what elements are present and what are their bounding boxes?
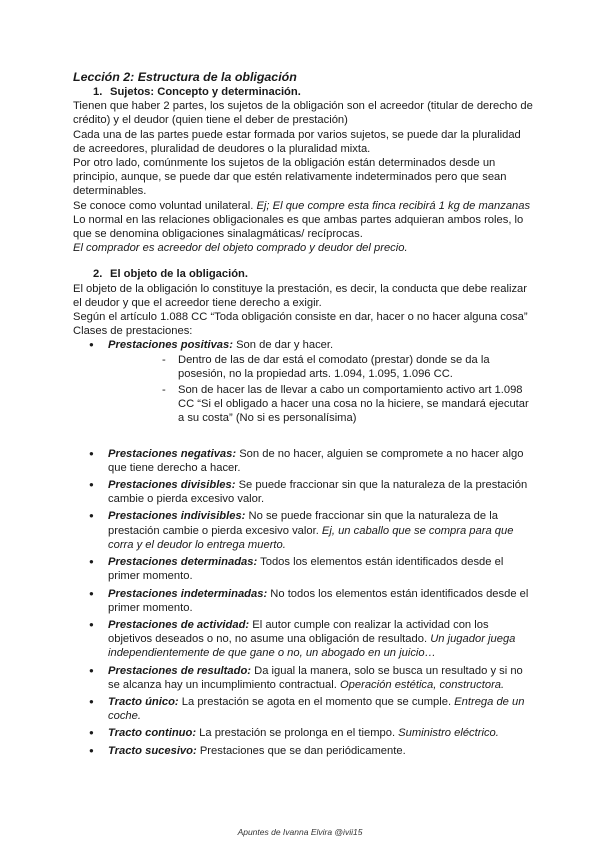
bullet-example: Suministro eléctrico. (398, 727, 499, 740)
bullet-term: Prestaciones positivas: (108, 339, 233, 352)
section-1-paragraph-1: Tienen que haber 2 partes, los sujetos de la obligación son el acreedor (titular de derecho de crédito) y el deudor (quien tiene el deber de prestación) (73, 100, 533, 127)
spacer (73, 429, 533, 447)
section-1-paragraph-2: Cada una de las partes puede estar formada por varios sujetos, se puede dar la pluralidad de acreedores, pluralidad de deudores o la pluralidad mixta. (73, 128, 521, 155)
bullet-term: Prestaciones negativas: (108, 447, 237, 460)
bullet-item (73, 555, 533, 583)
section-1-paragraph-4 (73, 199, 533, 213)
bullet-item (73, 695, 533, 723)
section-1-paragraph-5: Lo normal en las relaciones obligacionales es que ambas partes adquieran ambos roles, lo que se denomina obligaciones sinalagmáticas/ recíprocas. (73, 213, 524, 241)
section-2-paragraph-1: El objeto de la obligación lo constituye la prestación, es decir, la conducta que debe realizar el deudor y que el acreedor tiene derecho a exigir. (73, 282, 527, 309)
bullet-example: Ej, un caballo que se compra para que corra y el deudor lo entrega muerto. (108, 524, 514, 551)
bullet-item (73, 587, 533, 615)
bullet-item (73, 447, 533, 475)
spacer (73, 255, 533, 267)
bullet-term: Prestaciones indivisibles: (108, 510, 246, 523)
bullet-text: Da igual la manera, solo se busca un resultado y si no se alcanza hay un incumplimiento contractual. (108, 664, 523, 691)
section-1-example: El comprador es acreedor del objeto comprado y deudor del precio. (73, 242, 408, 255)
bullet-text: Todos los elementos están identificados desde el primer momento. (108, 556, 504, 583)
sub-item-hacer: - Son de hacer las de llevar a cabo un comportamiento activo art 1.098 CC “Si el obligado a hacer una cosa no la hiciere, se mandará ejecutar a su costa” (No si es personalísima) (108, 383, 533, 426)
document-page (73, 70, 533, 761)
sub-item-comodato: - Dentro de las de dar está el comodato (prestar) donde se da la posesión, no la propiedad arts. 1.094, 1.095, 1.096 CC. (108, 353, 533, 381)
section-2-number: 2. (93, 268, 103, 281)
bullet-example: Entrega de un coche. (108, 695, 525, 723)
section-1-paragraph-3: Por otro lado, comúnmente los sujetos de la obligación están determinados desde un principio, aunque, se puede dar que estén relativamente indeterminados pero que sean determinables. (73, 157, 507, 198)
page-footer: Apuntes de Ivanna Elvira @ivii15 (237, 827, 363, 837)
bullet-item (73, 618, 533, 661)
bullet-item (73, 744, 533, 758)
bullet-text: No se puede fraccionar sin que la naturaleza de la prestación cambie o pierda excesivo valor. (108, 510, 498, 537)
bullet-text: Son de dar y hacer. (232, 339, 334, 352)
sub-list (108, 353, 533, 426)
bullet-term: Prestaciones divisibles: (108, 479, 236, 492)
bullet-text: La prestación se agota en el momento que se cumple. (178, 695, 455, 708)
bullet-text: Prestaciones que se dan periódicamente. (196, 744, 406, 757)
prestaciones-list (73, 447, 533, 758)
section-1-heading-text: Sujetos: Concepto y determinación. (110, 86, 301, 98)
bullet-item (73, 726, 533, 740)
section-2-heading-text: El objeto de la obligación. (110, 268, 248, 281)
paragraph-4-example: Ej; El que compre esta finca recibirá 1 kg de manzanas (256, 199, 531, 212)
bullet-term: Prestaciones indeterminadas: (108, 587, 268, 600)
bullet-term: Prestaciones de actividad: (108, 618, 250, 631)
section-2-paragraph-2: Según el artículo 1.088 CC “Toda obligación consiste en dar, hacer o no hacer alguna cosa” (73, 311, 528, 324)
bullet-item (73, 509, 533, 552)
section-2-paragraph-3: Clases de prestaciones: (73, 325, 193, 338)
bullet-term: Tracto continuo: (108, 727, 197, 740)
bullet-term: Tracto sucesivo: (108, 744, 197, 757)
section-1-heading (73, 85, 533, 99)
bullet-term: Prestaciones de resultado: (108, 664, 252, 677)
bullet-text: Son de no hacer, alguien se compromete a no hacer algo que tiene derecho a hacer. (108, 447, 524, 474)
bullet-positivas (73, 338, 533, 425)
bullet-text: Se puede fraccionar sin que la naturaleza de la prestación cambie o pierda excesivo valor. (108, 479, 528, 506)
bullet-term: Tracto único: (108, 695, 179, 708)
prestaciones-list-positivas (73, 338, 533, 425)
bullet-text: El autor cumple con realizar la actividad con los objetivos deseados o no, no asume una obligación de resultado. (108, 618, 489, 646)
bullet-text: La prestación se prolonga en el tiempo. (196, 727, 399, 740)
section-1-number: 1. (93, 86, 103, 98)
bullet-example: Un jugador juega independientemente de que gane o no, un abogado en un juicio… (108, 633, 516, 660)
paragraph-4-text: Se conoce como voluntad unilateral. (73, 199, 257, 212)
bullet-term: Prestaciones determinadas: (108, 556, 258, 569)
bullet-item (73, 664, 533, 692)
section-2-heading (73, 267, 533, 281)
bullet-item (73, 478, 533, 506)
lesson-title: Lección 2: Estructura de la obligación (73, 70, 297, 84)
bullet-example: Operación estética, constructora. (339, 678, 505, 691)
bullet-text: No todos los elementos están identificados desde el primer momento. (108, 587, 529, 614)
